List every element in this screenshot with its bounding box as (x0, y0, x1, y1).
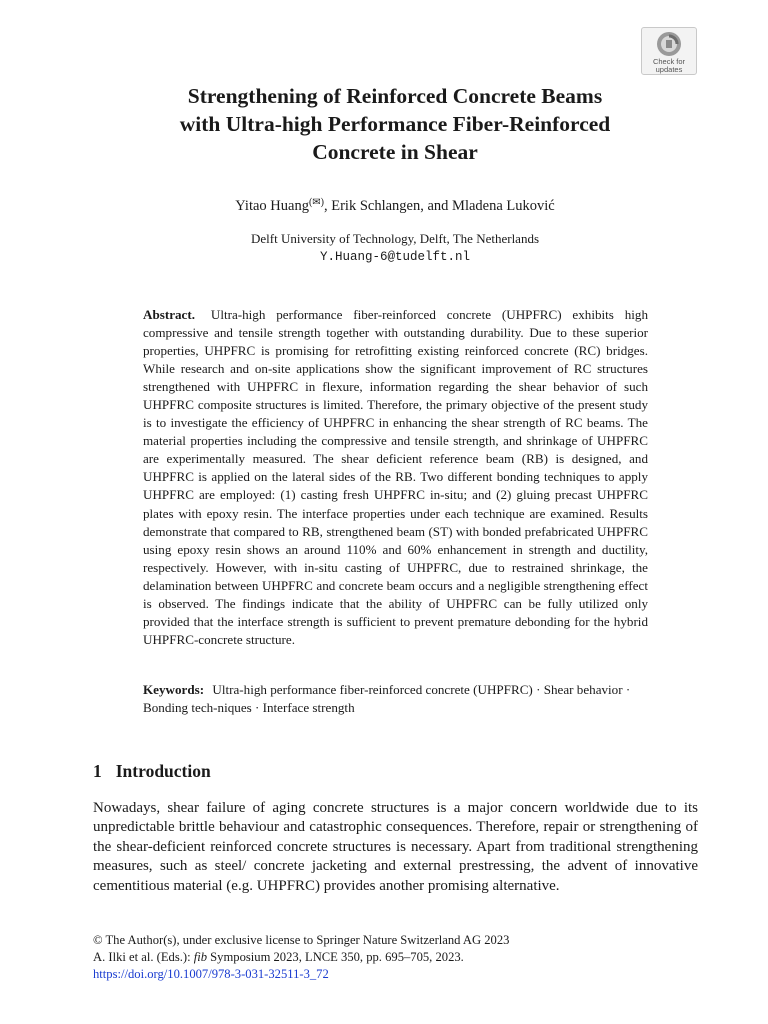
affiliation: Delft University of Technology, Delft, The Netherlands (250, 231, 540, 246)
citation-prefix: A. Ilki et al. (Eds.): (93, 950, 194, 965)
citation-line (93, 949, 509, 966)
section-title: Introduction (115, 761, 211, 781)
corresponding-author-envelope-icon[interactable]: (✉) (308, 197, 324, 208)
abstract (143, 306, 648, 649)
copyright-line: © The Author(s), under exclusive license to Springer Nature Switzerland AG 2023 (93, 933, 510, 947)
citation-suffix: Symposium 2023, LNCE 350, pp. 695–705, 2023. (207, 950, 464, 965)
paper-title (100, 82, 690, 166)
author-rest: , Erik Schlangen, and Mladena Luković (324, 198, 555, 214)
title-line: Strengthening of Reinforced Concrete Beams (187, 84, 603, 108)
author-email[interactable]: Y.Huang-6@tudelft.nl (319, 250, 471, 264)
title-line: Concrete in Shear (312, 140, 478, 164)
doi-link[interactable]: https://doi.org/10.1007/978-3-031-32511-3_72 (93, 967, 329, 982)
intro-paragraph: Nowadays, shear failure of aging concrete structures is a major concern worldwide due to its unpredictable brittle behaviour and catastrophic consequences. Therefore, repair or strengthening of the shear-deficient reinforced concrete structures is necessary. Apart from traditional strengthening measures, such as steel/ concrete jacketing and external prestressing, the advent of innovative cementitious material (e.g. UHPFRC) provides another promising alternative. (93, 800, 698, 894)
author-list (100, 196, 690, 216)
section-heading-introduction (93, 760, 211, 782)
section-number: 1 (93, 761, 102, 781)
page-footer (93, 932, 509, 984)
check-for-updates-badge[interactable] (641, 27, 697, 75)
author-first: Yitao Huang (235, 198, 309, 214)
abstract-label: Abstract. (143, 307, 195, 322)
abstract-text: Ultra-high performance fiber-reinforced concrete (UHPFRC) exhibits high compressive and tensile strength together with outstanding durability. Due to these superior properties, UHPFRC is promising for retrofitting existing reinforced concrete (RC) bridges. While research and on-site applications show the significant improvement of RC structures strengthened with UHPFRC in flexure, information regarding the shear behavior of such UHPFRC composite structures is limited. Therefore, the primary objective of the present study is to investigate the efficiency of UHPFRC in enhancing the shear strength of RC beams. The material properties including the compressive and tensile strength, and shrinkage of UHPFRC are experimentally measured. The shear deficient reference beam (RB) is designed, and UHPFRC is applied on the lateral sides of the RB. Two different bonding techniques to apply UHPFRC are employed: (1) casting fresh UHPFRC in-situ; and (2) gluing precast UHPFRC plates with epoxy resin. The interface properties under each technique are examined. Results demonstrate that compared to RB, strengthened beam (ST) with bonded prefabricated UHPFRC using epoxy resin shows an around 110% and 60% enhancement in strength and ductility, respectively. However, with in-situ casting of UHPFRC, due to restrained shrinkage, the delamination between UHPFRC and concrete beam occurs and a negligible strengthening effect is observed. The findings indicate that the ability of UHPFRC can be fully utilized only provided that the interface strength is sufficient to prevent premature debonding for the hybrid UHPFRC-concrete structure. (143, 307, 649, 647)
keywords-text: Ultra-high performance fiber-reinforced concrete (UHPFRC) · Shear behavior · Bonding tech-niques · Interface strength (143, 682, 631, 716)
check-for-updates-icon (656, 31, 682, 57)
citation-italic: fib (193, 950, 208, 965)
keywords (143, 681, 648, 717)
title-line: with Ultra-high Performance Fiber-Reinforced (179, 112, 611, 136)
keywords-label: Keywords: (143, 682, 205, 697)
check-for-updates-label: Check for updates (652, 57, 686, 74)
